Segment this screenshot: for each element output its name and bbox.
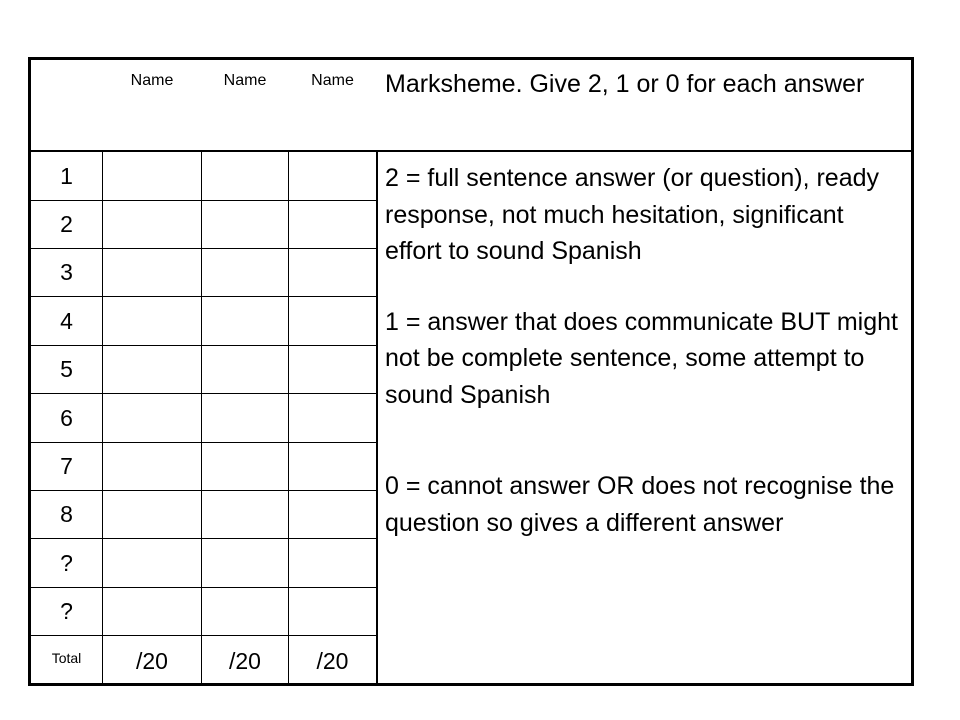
row-label-5: 5 <box>60 356 73 382</box>
row-label-3: 3 <box>60 259 73 285</box>
name-header-1: Name <box>130 72 174 89</box>
marksheme-criteria <box>385 160 905 541</box>
column-divider <box>201 152 202 683</box>
criterion-2-marks: 2 = full sentence answer (or question), ready response, not much hesitation, significant effort to sound Spanish <box>385 164 880 265</box>
total-value-2: /20 <box>229 647 261 674</box>
criterion-1-mark: 1 = answer that does communicate BUT might not be complete sentence, some attempt to sound Spanish <box>385 307 898 409</box>
row-label-2: 2 <box>60 211 73 237</box>
column-divider <box>288 152 289 683</box>
row-label-1: 1 <box>60 162 73 189</box>
total-label: Total <box>51 650 82 666</box>
row-label-6: 6 <box>60 404 73 431</box>
column-divider <box>102 152 103 683</box>
row-label-7: 7 <box>60 453 73 479</box>
marksheme-title: Marksheme. Give 2, 1 or 0 for each answer <box>385 70 865 98</box>
total-value-3: /20 <box>316 647 349 674</box>
name-header-3: Name <box>311 72 354 89</box>
row-label-8: 8 <box>60 501 73 527</box>
header-divider <box>31 150 911 152</box>
criterion-0-marks: 0 = cannot answer OR does not recognise the question so gives a different answer <box>385 472 895 537</box>
name-header-2: Name <box>223 72 267 89</box>
marksheme-divider <box>376 152 378 683</box>
row-label-4: 4 <box>60 307 73 334</box>
marking-table <box>28 57 914 686</box>
row-label-9: ? <box>60 549 73 576</box>
total-value-1: /20 <box>136 647 168 674</box>
row-label-10: ? <box>60 598 73 624</box>
